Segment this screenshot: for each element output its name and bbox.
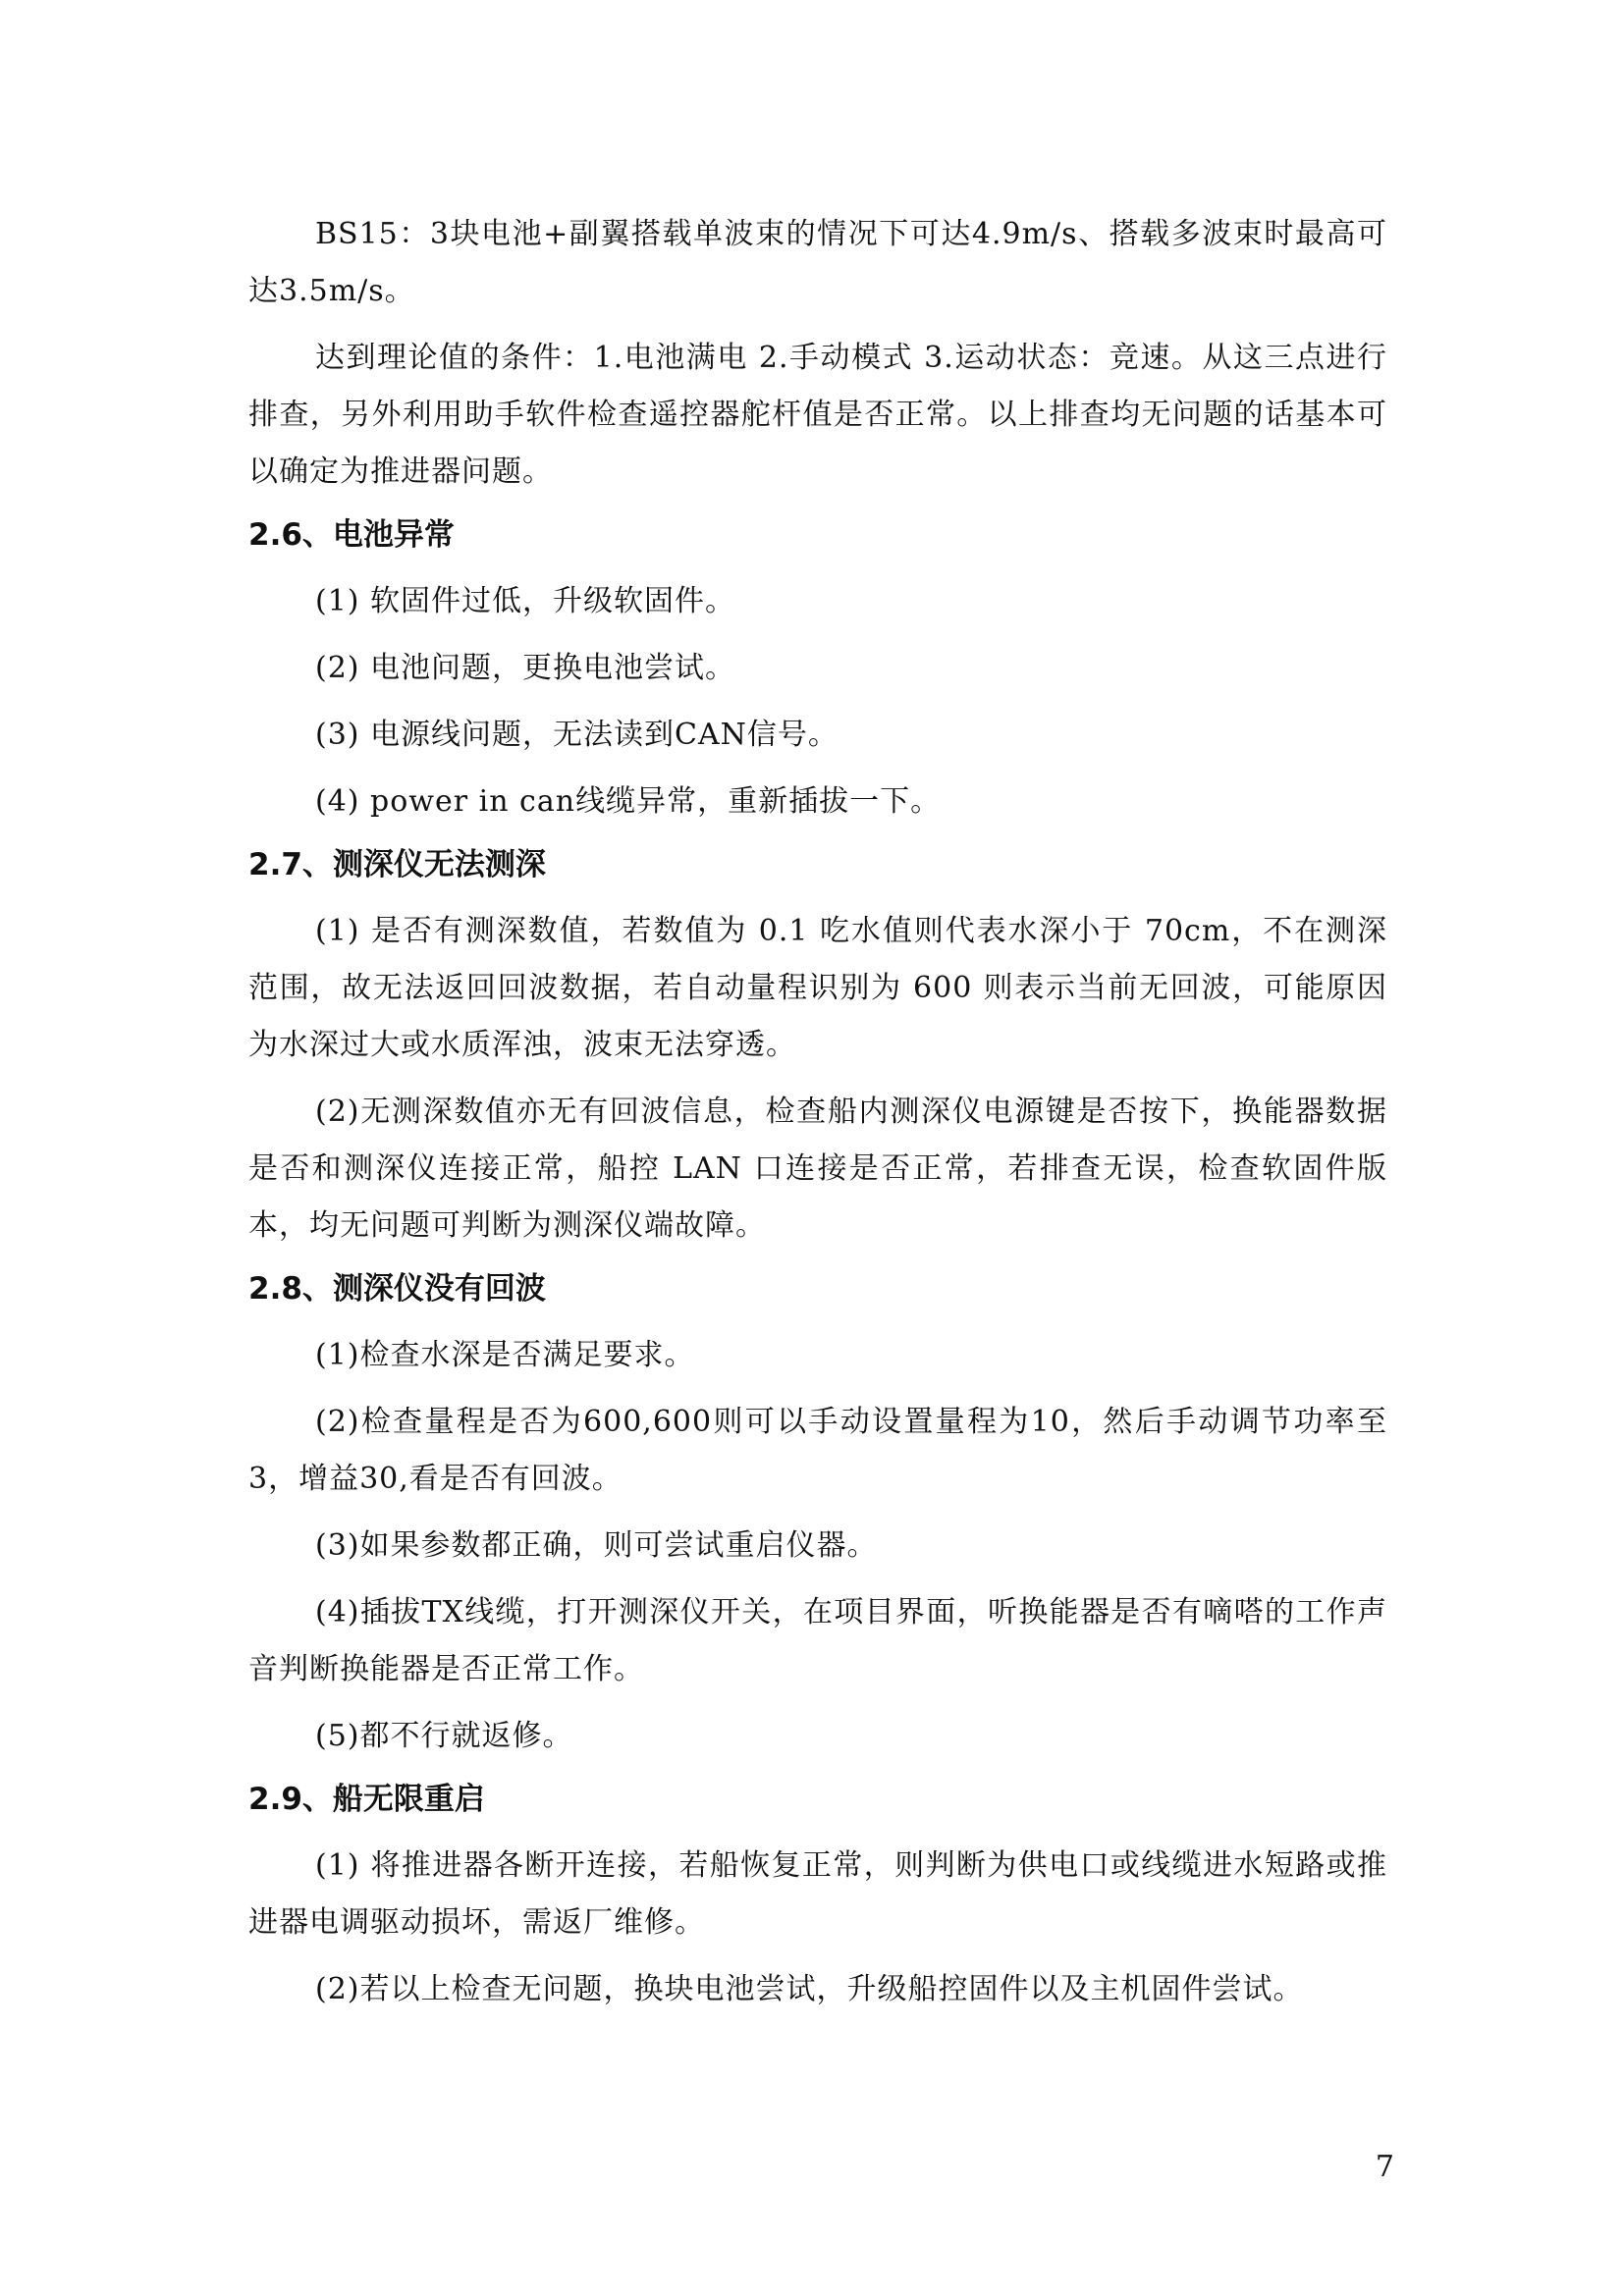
list-item: (3) 电源线问题，无法读到CAN信号。 (315, 718, 839, 752)
list-item: (4) power in can线缆异常，重新插拔一下。 (315, 784, 942, 819)
heading-2-9: 2.9、船无限重启 (248, 1782, 485, 1817)
paragraph-theoretical-conditions: 达到理论值的条件：1.电池满电 2.手动模式 3.运动状态：竞速。从这三点进行排查，另外利用助手软件检查遥控器舵杆值是否正常。以上排查均无问题的话基本可以确定为推进器问题。 (248, 341, 1387, 489)
paragraph-bs15-speed: BS15：3块电池+副翼搭载单波束的情况下可达4.9m/s、搭载多波束时最高可达3.5m/s。 (248, 217, 1387, 308)
list-item: (2)无测深数值亦无有回波信息，检查船内测深仪电源键是否按下，换能器数据是否和测深仪连接正常，船控 LAN 口连接是否正常，若排查无误，检查软固件版本，均无问题可判断为测深仪端故障。 (248, 1095, 1387, 1243)
list-item: (1) 是否有测深数值，若数值为 0.1 吃水值则代表水深小于 70cm，不在测深范围，故无法返回回波数据，若自动量程识别为 600 则表示当前无回波，可能原因为水深过大或水质浑浊，波束无法穿透。 (248, 914, 1387, 1062)
list-item: (1) 软固件过低，升级软固件。 (315, 584, 736, 618)
list-item: (1) 将推进器各断开连接，若船恢复正常，则判断为供电口或线缆进水短路或推进器电调驱动损坏，需返厂维修。 (248, 1848, 1387, 1940)
list-item: (2)检查量程是否为600,600则可以手动设置量程为10，然后手动调节功率至3，增益30,看是否有回波。 (248, 1405, 1387, 1496)
list-item: (4)插拔TX线缆，打开测深仪开关，在项目界面，听换能器是否有嘀嗒的工作声音判断换能器是否正常工作。 (248, 1595, 1387, 1686)
heading-2-8: 2.8、测深仪没有回波 (248, 1271, 546, 1307)
list-item: (1)检查水深是否满足要求。 (315, 1338, 695, 1372)
heading-2-7: 2.7、测深仪无法测深 (248, 847, 546, 882)
list-item: (2) 电池问题，更换电池尝试。 (315, 651, 736, 685)
list-item: (2)若以上检查无问题，换块电池尝试，升级船控固件以及主机固件尝试。 (315, 1972, 1304, 2006)
page-content (248, 206, 1387, 2028)
list-item: (5)都不行就返修。 (315, 1719, 573, 1753)
list-item: (3)如果参数都正确，则可尝试重启仪器。 (315, 1528, 878, 1563)
page-number: 7 (1375, 2150, 1394, 2184)
heading-2-6: 2.6、电池异常 (248, 517, 455, 553)
